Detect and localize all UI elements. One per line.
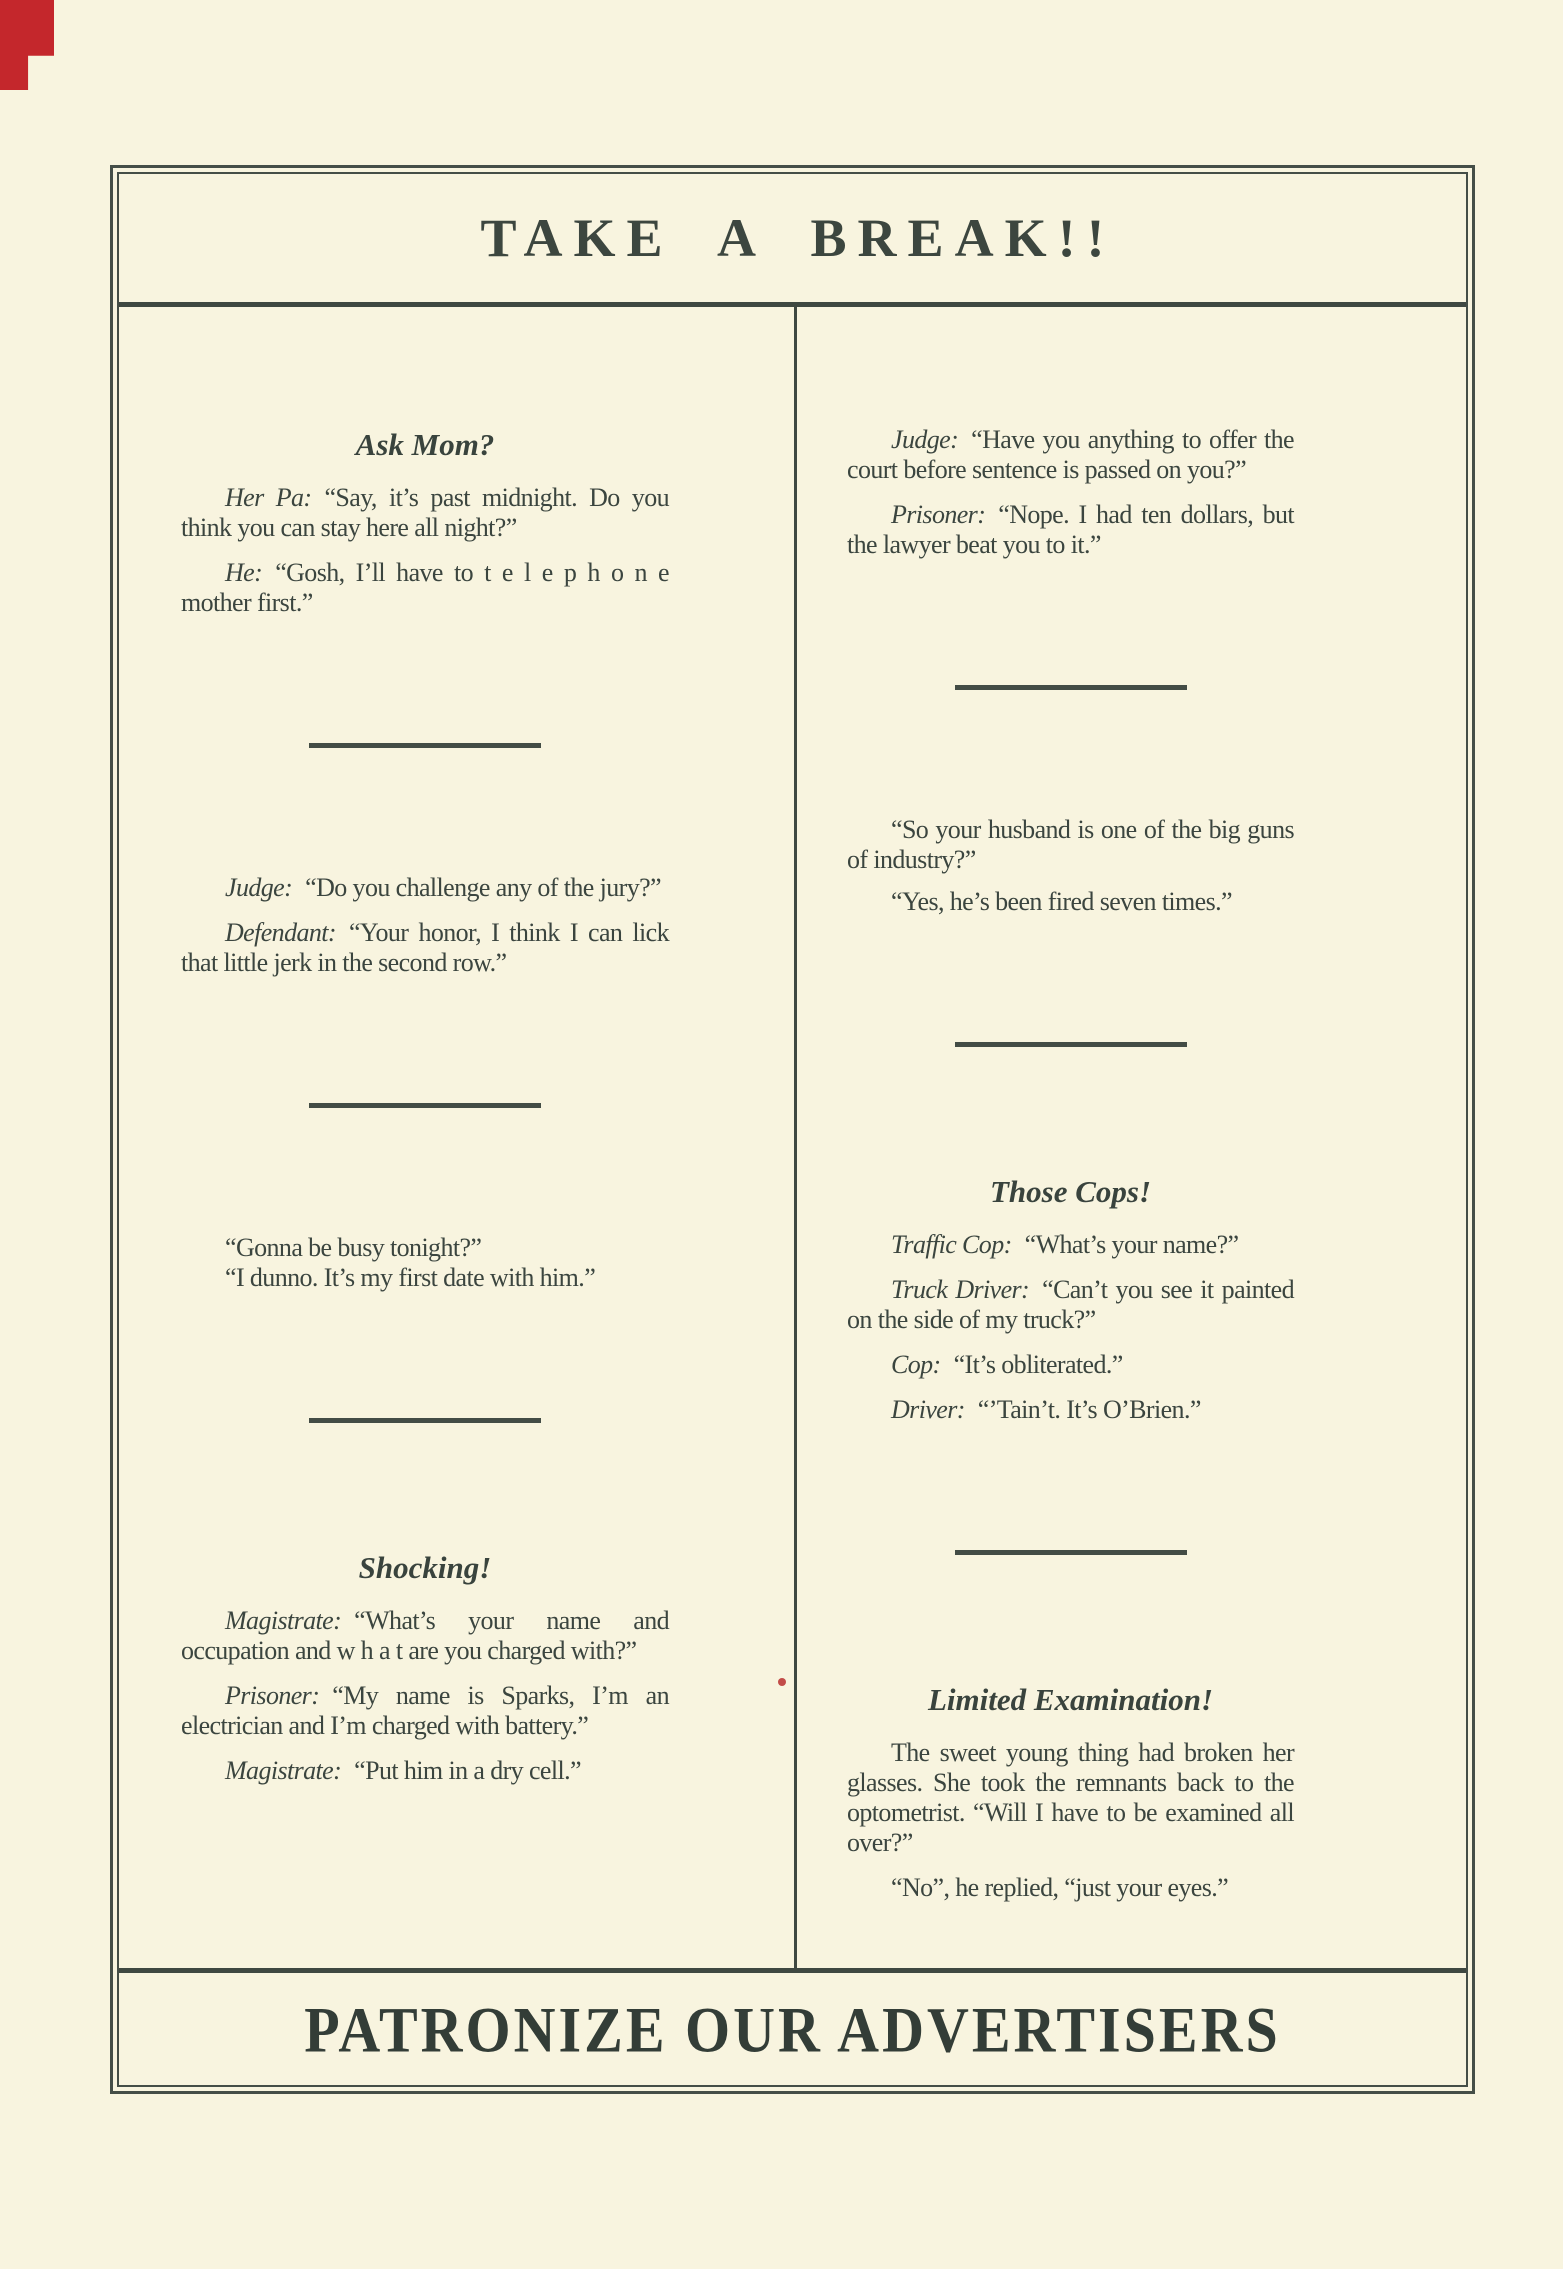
- joke-text: “Have you anything to offer the court before sentence is passed on you?”: [847, 425, 1294, 484]
- joke-heading: Ask Mom?: [355, 427, 495, 462]
- joke-text: “Say, it’s past midnight. Do you think you can stay here all night?”: [181, 483, 669, 542]
- speaker-label: Judge:: [225, 873, 293, 902]
- left-column: [119, 307, 794, 1968]
- joke-paragraph: [181, 873, 669, 903]
- joke-paragraph: [847, 1350, 1294, 1380]
- section-divider: [955, 1550, 1187, 1555]
- speaker-label: Truck Driver:: [891, 1275, 1030, 1304]
- joke-paragraph: [181, 918, 669, 978]
- dialogue-line: “Yes, he’s been fired seven times.”: [891, 887, 1232, 916]
- columns: [119, 307, 1466, 1968]
- joke-text: “What’s your name?”: [1024, 1230, 1239, 1259]
- page-title: TAKE A BREAK!!: [480, 208, 1116, 268]
- joke-text: “Put him in a dry cell.”: [354, 1756, 581, 1785]
- dialogue-line: “So your husband is one of the big guns of industry?”: [847, 815, 1294, 874]
- speaker-label: Judge:: [891, 425, 959, 454]
- joke-paragraph: [181, 1681, 669, 1741]
- page-border: [110, 165, 1475, 2094]
- dialogue-line: “I dunno. It’s my first date with him.”: [225, 1263, 596, 1292]
- joke-text: “What’s your name and occupation and w h a t are you charged with?”: [181, 1606, 669, 1665]
- speaker-label: Defendant:: [225, 918, 336, 947]
- joke-heading: Shocking!: [358, 1550, 492, 1585]
- speaker-label: Cop:: [891, 1350, 941, 1379]
- joke-paragraph: [847, 425, 1294, 485]
- joke-text: “’Tain’t. It’s O’Brien.”: [977, 1395, 1201, 1424]
- joke-paragraph: [847, 1230, 1294, 1260]
- joke-text: “Your honor, I think I can lick that little jerk in the second row.”: [181, 918, 669, 977]
- joke-paragraph: [847, 1395, 1294, 1425]
- title-area: [119, 174, 1466, 302]
- joke-text: “Do you challenge any of the jury?”: [305, 873, 661, 902]
- joke-text: “Can’t you see it painted on the side of my truck?”: [847, 1275, 1294, 1334]
- section-divider: [955, 685, 1187, 690]
- speaker-label: Prisoner:: [891, 500, 986, 529]
- joke-heading: Those Cops!: [989, 1174, 1152, 1209]
- joke-heading: Limited Examination!: [927, 1682, 1214, 1717]
- speaker-label: Her Pa:: [225, 483, 312, 512]
- dialogue-line: “Gonna be busy tonight?”: [225, 1233, 482, 1262]
- joke-text: “Nope. I had ten dollars, but the lawyer beat you to it.”: [847, 500, 1294, 559]
- speaker-label: Magistrate:: [225, 1756, 342, 1785]
- right-column: [797, 307, 1466, 1968]
- section-divider: [309, 1418, 541, 1423]
- speaker-label: Traffic Cop:: [891, 1230, 1012, 1259]
- section-divider: [955, 1042, 1187, 1047]
- footer-banner: PATRONIZE OUR ADVERTISERS: [304, 1992, 1281, 2066]
- joke-paragraph: [181, 558, 669, 618]
- joke-text: “Gosh, I’ll have to t e l e p h o n e mother first.”: [181, 558, 669, 617]
- joke-paragraph: [181, 483, 669, 543]
- footer-area: [119, 1973, 1466, 2085]
- joke-paragraph: [847, 1275, 1294, 1335]
- joke-paragraph: [181, 1606, 669, 1666]
- joke-text: “It’s obliterated.”: [953, 1350, 1123, 1379]
- speaker-label: He:: [225, 558, 263, 587]
- speaker-label: Driver:: [891, 1395, 965, 1424]
- speaker-label: Magistrate:: [225, 1606, 342, 1635]
- joke-text: “My name is Sparks, I’m an electrician and I’m charged with battery.”: [181, 1681, 669, 1740]
- page-border-inner: [117, 172, 1468, 2087]
- red-scan-mark: [0, 0, 54, 90]
- speaker-label: Prisoner:: [225, 1681, 320, 1710]
- joke-paragraph: [847, 500, 1294, 560]
- joke-paragraph: The sweet young thing had broken her glasses. She took the remnants back to the optometrist. “Will I have to be examined all over?”: [847, 1738, 1294, 1857]
- section-divider: [309, 743, 541, 748]
- joke-paragraph: [181, 1756, 669, 1786]
- section-divider: [309, 1103, 541, 1108]
- joke-paragraph: “No”, he replied, “just your eyes.”: [891, 1873, 1229, 1902]
